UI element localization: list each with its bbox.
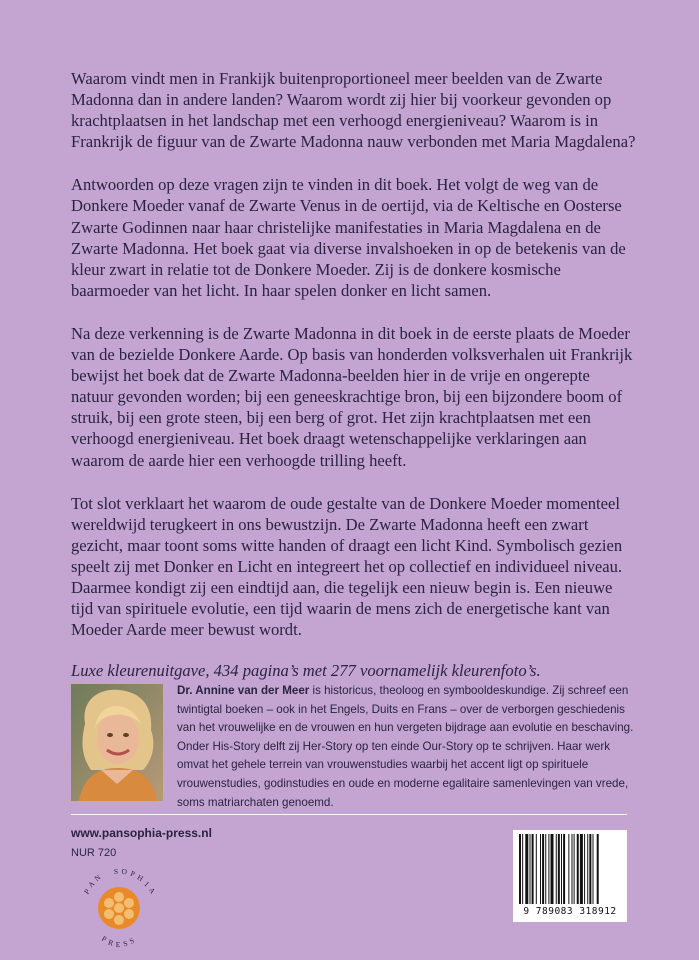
svg-text:E: E xyxy=(115,940,121,949)
blurb-paragraph-4: Tot slot verklaart het waarom de oude gestalte van de Donkere Moeder momenteel wereldwijd terugkeert in ons bewustzijn. De Zwarte Madonna heeft een zwart gezicht, maar toont soms witte handen of draagt een licht Kind. Symbolisch gezien speelt zij met Donker en Licht en integreert het op collectief en individueel niveau. Daarmee kondigt zij een eindtijd aan, die tegelijk een nieuw begin is. Een nieuwe tijd van spirituele evolutie, een tijd waarin de mens zich de energetische kant van Moeder Aarde meer bewust wordt. xyxy=(71,493,623,640)
svg-text:A: A xyxy=(146,885,158,896)
isbn-digits: 9 789083 318912 xyxy=(523,906,617,917)
author-bio-text: is historicus, theoloog en symbooldeskundige. Zij schreef een twintigtal boeken – ook in het Engels, Duits en Frans – over de verborgen geschiedenis van het vrouwelijke en de vrouwen en hun vergeten bijdrage aan evolutie en beschaving. Onder His-Story delft zij Her-Story op ten einde Our-Story op te schrijven. Haar werk omvat het gehele terrein van vrouwenstudies waarbij het accent ligt op spirituele vrouwenstudies, godinstudies en oude en moderne egalitaire samenlevingen van vrede, soms matriarchaten genoemd. xyxy=(177,684,634,809)
barcode-bar xyxy=(525,834,528,904)
svg-text:S: S xyxy=(113,867,119,876)
svg-text:A: A xyxy=(86,879,97,890)
barcode-bar xyxy=(589,834,591,904)
author-photo xyxy=(71,684,163,801)
blurb-paragraph-3: Na deze verkenning is de Zwarte Madonna in dit boek in de eerste plaats de Moeder van de bezielde Donkere Aarde. Op basis van honderden volksverhalen uit Frankrijk bewijst het boek dat de Zwarte Madonna-beelden hier in de vrije en ongerepte natuur gevonden worden; bij een geneeskrachtige bron, bij een bijzondere boom of struik, bij een grote steen, bij een berg of grot. Het zijn krachtplaatsen met een verhoogd energieniveau. Het boek draagt wetenschappelijke verklaringen aan waarom de aarde hier een verhoogde trilling heeft. xyxy=(71,323,633,470)
author-section xyxy=(71,684,636,809)
barcode-bar xyxy=(584,834,585,904)
svg-text:H: H xyxy=(135,872,145,884)
svg-text:I: I xyxy=(142,879,151,889)
back-cover-blurb xyxy=(71,68,636,703)
barcode-bar xyxy=(568,834,569,904)
barcode-bar xyxy=(563,834,565,904)
barcode-bar xyxy=(545,834,546,904)
barcode-bar xyxy=(587,834,588,904)
svg-text:P: P xyxy=(100,933,109,944)
barcode-bar xyxy=(597,834,599,904)
barcode-bar xyxy=(542,834,544,904)
barcode-bar xyxy=(556,834,557,904)
barcode-bar xyxy=(572,834,573,904)
edition-note: Luxe kleurenuitgave, 434 pagina’s met 277 voornamelijk kleurenfoto’s. xyxy=(71,661,541,681)
author-name: Dr. Annine van der Meer xyxy=(177,684,310,697)
svg-text:R: R xyxy=(106,937,115,948)
barcode-bar xyxy=(548,834,549,904)
svg-text:P: P xyxy=(82,887,92,896)
footer-divider xyxy=(71,814,627,815)
barcode-bar xyxy=(536,834,537,904)
barcode-bar xyxy=(561,834,562,904)
barcode-bar xyxy=(532,834,534,904)
svg-text:N: N xyxy=(92,872,103,884)
barcode-bar xyxy=(519,834,521,904)
barcode-bar xyxy=(530,834,531,904)
barcode-bar xyxy=(593,834,594,904)
barcode-bar xyxy=(540,834,541,904)
svg-text:S: S xyxy=(122,938,129,949)
svg-text:P: P xyxy=(129,868,137,879)
blurb-paragraph-1: Waarom vindt men in Frankijk buitenproportioneel meer beelden van de Zwarte Madonna dan in andere landen? Waarom wordt zij hier bij voorkeur gevonden op krachtplaatsen in het landschap met een verhoogd energieniveau? Waarom is in Frankrijk de figuur van de Zwarte Madonna nauw verbonden met Maria Magdalena? xyxy=(71,69,636,152)
svg-text:S: S xyxy=(127,935,136,946)
barcode-bar xyxy=(577,834,579,904)
nur-code: NUR 720 xyxy=(71,847,117,859)
blurb-paragraph-2: Antwoorden op deze vragen zijn te vinden in dit boek. Het volgt de weg van de Donkere Moeder vanaf de Zwarte Venus in de oertijd, via de Keltische en Oosterse Zwarte Godinnen naar haar christelijke manifestaties in Maria Magdalena en de Zwarte Madonna. Het boek gaat via diverse invalshoeken in op de betekenis van de kleur zwart in relatie tot de Donkere Moeder. Zij is de donkere kosmische baarmoeder van het licht. In haar spelen donker en licht samen. xyxy=(71,175,626,300)
barcode-bar xyxy=(551,834,554,904)
barcode-bars xyxy=(519,834,623,904)
publisher-website[interactable]: www.pansophia-press.nl xyxy=(71,826,212,840)
barcode xyxy=(513,830,627,922)
author-bio xyxy=(177,682,637,812)
barcode-bar xyxy=(580,834,583,904)
svg-text:O: O xyxy=(121,866,128,877)
barcode-bar xyxy=(522,834,523,904)
barcode-bar xyxy=(574,834,575,904)
pansophia-logo xyxy=(76,865,162,951)
barcode-bar xyxy=(558,834,560,904)
